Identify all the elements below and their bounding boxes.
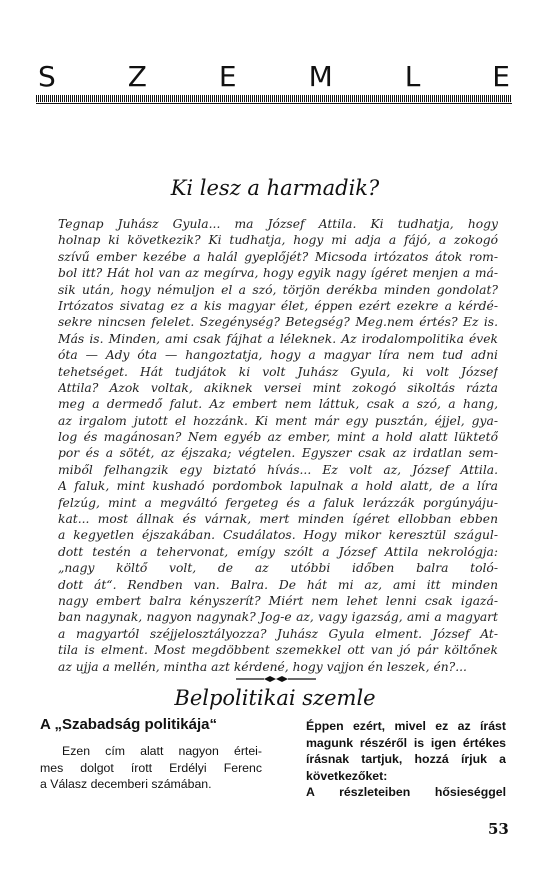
masthead-letter: Z [127, 60, 147, 93]
body-line: Attila? Azok voltak, akiknek versei mint zokogó sikoltás rázta [58, 380, 498, 395]
body-line: meg a dermedő falut. Az embert nem láttuk, csak a szó, a hang, [58, 397, 498, 412]
article-body [58, 216, 498, 675]
column-line: mes dolgot írott Erdélyi Ferenc [40, 760, 262, 775]
body-line: dott át“. Rendben van. Balra. De hát mi az, ami itt minden [58, 577, 498, 592]
body-line: Más is. Minden, ami csak fájhat a léleknek. Az irodalompolitika évek [58, 331, 498, 346]
body-line: tila is elment. Most megdöbbent szemekkel ott van jó pár költőnek [58, 643, 498, 658]
right-column [306, 718, 506, 801]
page-number: 53 [488, 820, 509, 838]
masthead-letter: E [492, 60, 510, 93]
column-line: írásnak tartjuk, hozzá írjuk a [306, 752, 506, 767]
body-line: az ujja a mellén, mintha azt kérdené, hogy vajjon én leszek, én?... [58, 659, 467, 674]
body-line: holnap ki következik? Ki tudhatja, hogy mi adja a fájó, a zokogó [58, 233, 498, 248]
ornament-divider [236, 674, 316, 684]
body-line: por és a sötét, az éjszaka; végtelen. Egyszer csak az irdatlan sem- [58, 446, 498, 461]
column-line: Éppen ezért, mivel ez az írást [306, 719, 506, 733]
body-line: óta — Ady óta — hangoztatja, hogy a magyar líra nem tud adni [58, 348, 498, 363]
column-line: magunk részéről is igen értékes [306, 735, 506, 750]
body-line: az irgalom jutott el hozzánk. Ki ment már egy pusztán, éjjel, gya- [58, 413, 498, 428]
column-line: következőket: [306, 768, 388, 783]
masthead [38, 62, 510, 92]
body-line: ban nagynak, nagyon nagynak? Jog-e az, vagy igazság, ami a magyart [58, 610, 498, 625]
column-line: Ezen cím alatt nagyon értei- [62, 744, 262, 758]
column-line: a Válasz decemberi számában. [40, 777, 212, 792]
body-line: log és magánosan? Nem egyéb az ember, mint a hold alatt lüktető [58, 430, 498, 445]
masthead-rule [36, 95, 512, 102]
masthead-letter: S [38, 60, 56, 93]
subheading: A „Szabadság politikája“ [40, 716, 217, 733]
body-line: Tegnap Juhász Gyula... ma József Attila. Ki tudhatja, hogy [58, 217, 498, 231]
body-line: felzúg, mint a megváltó fergeteg és a faluk lerázzák porgúnyáju- [58, 495, 498, 510]
section-title: Belpolitikai szemle [174, 686, 376, 710]
article-title: Ki lesz a harmadik? [170, 176, 380, 200]
body-line: bol itt? Hát hol van az megírva, hogy egyik nagy ígéret menjen a má- [58, 266, 498, 281]
body-line: sik után, hogy némuljon el a szó, törjön derékba minden gondolat? [58, 282, 498, 297]
masthead-underline [36, 103, 512, 104]
body-line: A faluk, mint kushadó pordombok lapulnak a hold alatt, de a líra [58, 479, 498, 494]
body-line: sekre nincsen felelet. Szegénység? Betegség? Meg.nem értés? Ez is. [58, 315, 498, 330]
body-line: tehetséget. Hát tudjátok ki volt Juhász Gyula, ki volt József [58, 364, 498, 379]
body-line: miből felhangzik egy biztató hívás... Ez volt az, József Attila. [58, 462, 498, 477]
masthead-letter: M [308, 60, 333, 93]
body-line: kat... most állnak és várnak, mert minden ígéret ellobban ebben [58, 512, 498, 527]
body-line: „nagy költő volt, de az utóbbi időben balra toló- [58, 561, 498, 576]
body-line: Irtózatos sivatag ez a kis magyar élet, éppen ezért ezekre a kérdé- [58, 298, 498, 313]
body-line: dott testén a tehervonat, emígy szólt a József Attila nekrológja: [58, 544, 498, 559]
body-line: szívű ember kezébe a halál gyeplőjét? Micsoda irtózatos átok rom- [58, 249, 498, 264]
body-line: a magyartól széjjelosztályozza? Juhász Gyula elment. József At- [58, 626, 498, 641]
column-line: A részleteiben hősieséggel [306, 785, 506, 800]
masthead-letter: E [218, 60, 237, 93]
masthead-letter: L [404, 60, 421, 93]
left-column [40, 714, 262, 793]
body-line: a kegyetlen éjszakában. Csudálatos. Hogy mikor keresztül szágul- [58, 528, 498, 543]
body-line: nagy embert balra kényszerít? Miért nem lehet lenni csak igazá- [58, 593, 498, 608]
